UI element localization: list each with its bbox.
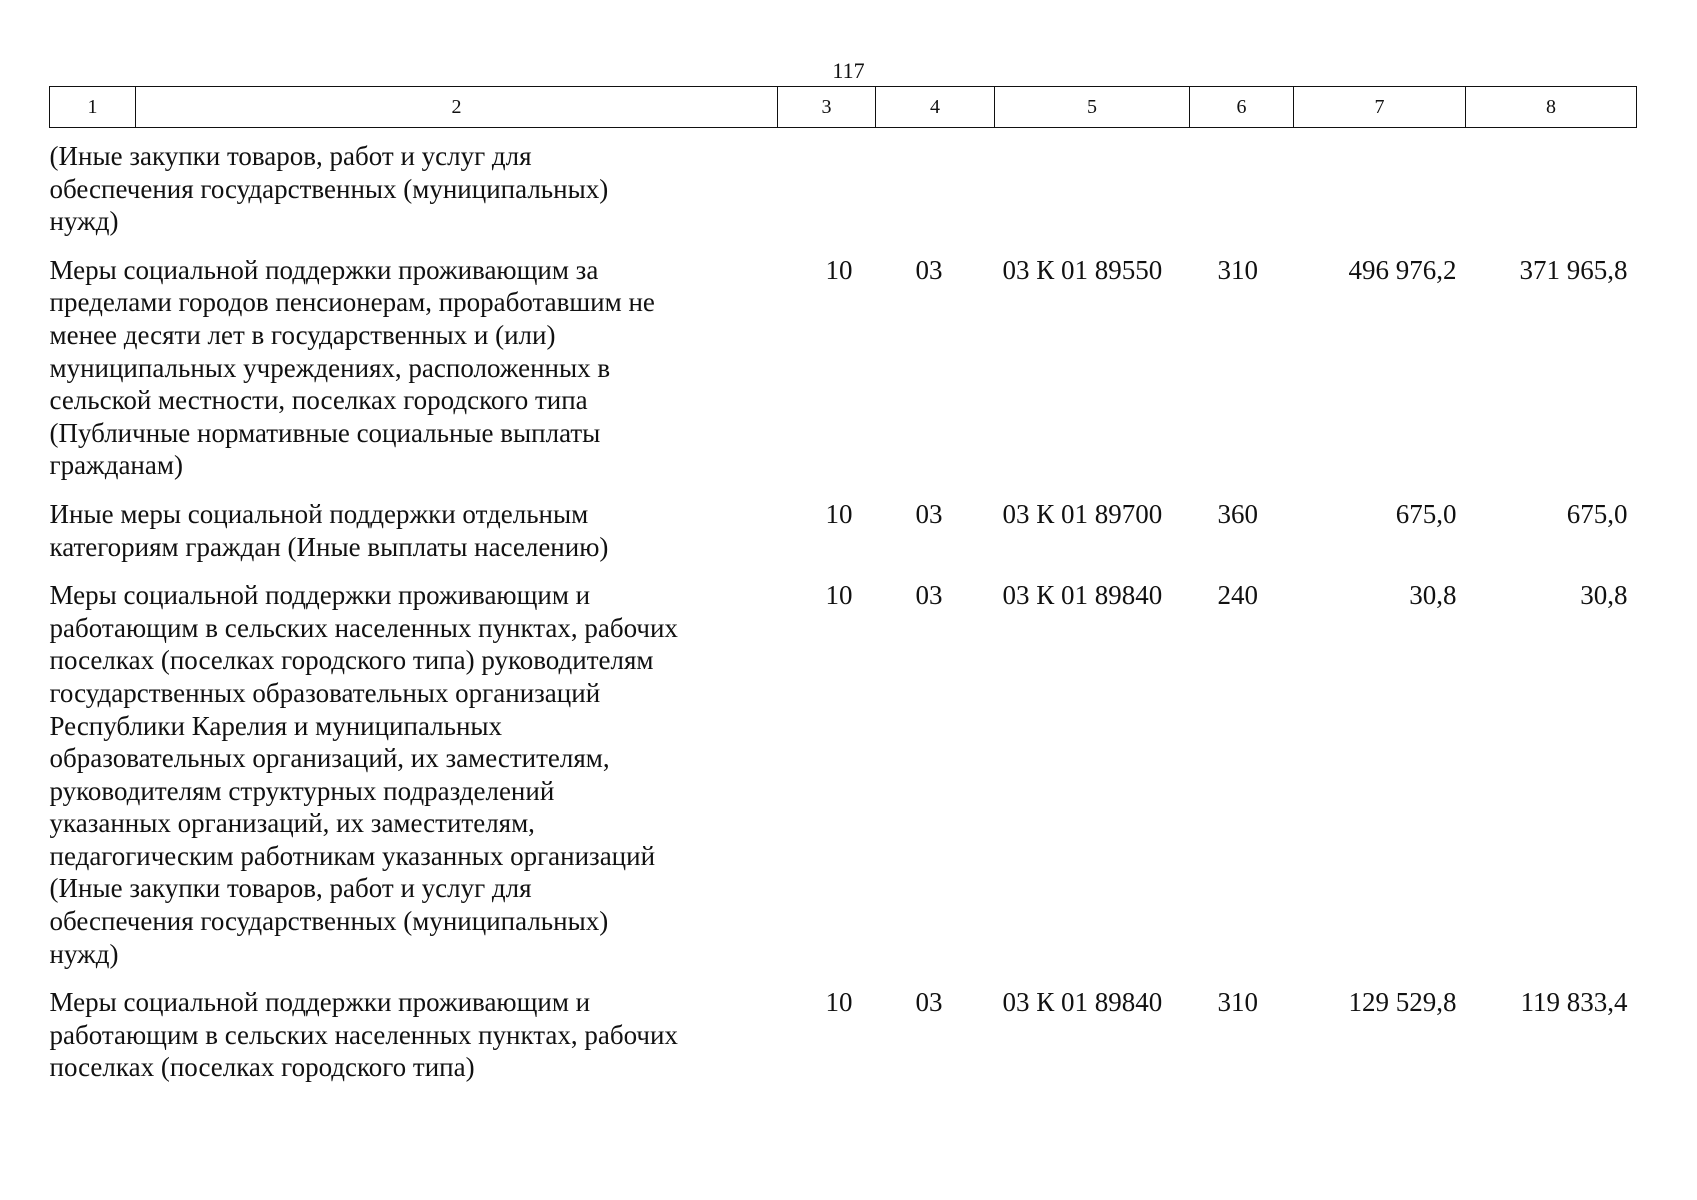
row-amount-2: 675,0 bbox=[1566, 498, 1628, 529]
column-header-1: 1 bbox=[50, 87, 136, 128]
table-row bbox=[50, 482, 1637, 563]
row-section: 10 bbox=[825, 498, 853, 529]
column-number-header-row bbox=[50, 87, 1637, 128]
row-description bbox=[49, 970, 778, 1084]
row-description bbox=[49, 482, 778, 563]
row-expense-type: 310 bbox=[1217, 254, 1258, 285]
row-subsection: 03 bbox=[915, 987, 943, 1018]
row-expense-type bbox=[1190, 128, 1294, 238]
row-section: 10 bbox=[825, 987, 853, 1018]
table-row bbox=[50, 238, 1637, 482]
row-target-article: 03 К 01 89700 bbox=[1002, 498, 1163, 529]
description-text: Меры социальной поддержки проживающим за пределами городов пенсионерам, проработавшим не менее десяти лет в государственных и (или) муниципальных учреждениях, расположенных в сельской местности, поселках городского типа (Публичные нормативные социальные выплаты гражданам) bbox=[49, 254, 655, 481]
page-number: 117 bbox=[832, 58, 865, 83]
column-header-4: 4 bbox=[876, 87, 995, 128]
row-amount-1: 30,8 bbox=[1409, 580, 1457, 611]
row-expense-type: 310 bbox=[1217, 987, 1258, 1018]
row-amount-2 bbox=[1466, 128, 1637, 238]
column-header-8: 8 bbox=[1466, 87, 1637, 128]
row-amount-2: 119 833,4 bbox=[1520, 987, 1628, 1018]
row-subsection: 03 bbox=[915, 254, 943, 285]
column-header-2: 2 bbox=[136, 87, 778, 128]
table-row bbox=[50, 563, 1637, 970]
column-header-7: 7 bbox=[1294, 87, 1466, 128]
row-section: 10 bbox=[825, 580, 853, 611]
row-target-article: 03 К 01 89840 bbox=[1002, 987, 1163, 1018]
budget-table bbox=[49, 86, 1637, 1084]
row-amount-1: 129 529,8 bbox=[1348, 987, 1457, 1018]
description-text: Иные меры социальной поддержки отдельным категориям граждан (Иные выплаты населению) bbox=[49, 498, 609, 562]
column-header-5: 5 bbox=[995, 87, 1190, 128]
table-row bbox=[50, 970, 1637, 1084]
row-subsection: 03 bbox=[915, 580, 943, 611]
row-description bbox=[49, 128, 778, 238]
row-target-article: 03 К 01 89840 bbox=[1002, 580, 1163, 611]
row-amount-2: 30,8 bbox=[1580, 580, 1628, 611]
description-text: Меры социальной поддержки проживающим и работающим в сельских населенных пунктах, рабочих поселках (поселках городского типа) руководителям государственных образовательных организаций Республики Карелия и муниципальных образовательных организаций, их заместителям, руководителям структурных подразделений указанных организаций, их заместителям, педагогическим работникам указанных организаций (Иные закупки товаров, работ и услуг для обеспечения государственных (муниципальных) нужд) bbox=[49, 580, 678, 969]
row-target-article bbox=[995, 128, 1190, 238]
row-target-article: 03 К 01 89550 bbox=[1002, 254, 1163, 285]
column-header-6: 6 bbox=[1190, 87, 1294, 128]
row-amount-2: 371 965,8 bbox=[1519, 254, 1628, 285]
row-expense-type: 360 bbox=[1217, 498, 1258, 529]
row-subsection bbox=[876, 128, 995, 238]
row-expense-type: 240 bbox=[1217, 580, 1258, 611]
row-section bbox=[778, 128, 876, 238]
row-amount-1: 496 976,2 bbox=[1348, 254, 1457, 285]
column-header-3: 3 bbox=[778, 87, 876, 128]
row-amount-1 bbox=[1294, 128, 1466, 238]
description-text: (Иные закупки товаров, работ и услуг для обеспечения государственных (муниципальных) нужд) bbox=[49, 141, 609, 237]
row-amount-1: 675,0 bbox=[1395, 498, 1457, 529]
row-section: 10 bbox=[825, 254, 853, 285]
row-subsection: 03 bbox=[915, 498, 943, 529]
row-description bbox=[49, 563, 778, 970]
description-text: Меры социальной поддержки проживающим и работающим в сельских населенных пунктах, рабочих поселках (поселках городского типа) bbox=[49, 987, 678, 1083]
row-description bbox=[49, 238, 778, 482]
table-row bbox=[50, 128, 1637, 238]
